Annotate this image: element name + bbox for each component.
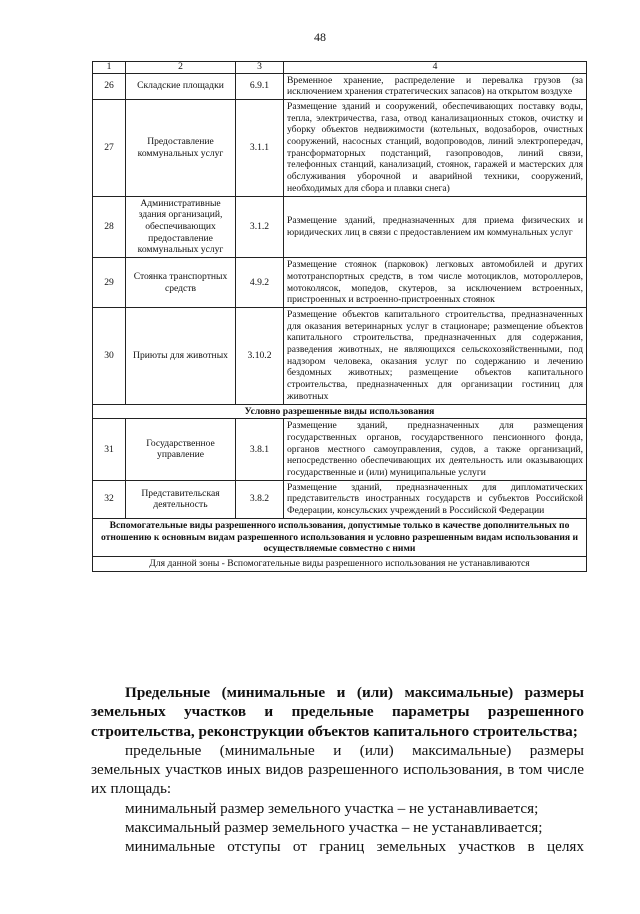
use-type-name: Складские площадки (126, 73, 236, 99)
use-type-code: 3.8.1 (236, 419, 284, 481)
row-number: 31 (93, 419, 126, 481)
section-row (93, 404, 587, 419)
auxiliary-uses-heading: Вспомогательные виды разрешенного использования, допустимые только в качестве дополнительных по отношению к основным видам разрешенного использования и условно разрешенным видам использования и осуществляемые совместно с ними (93, 518, 587, 556)
use-type-name: Государственное управление (126, 419, 236, 481)
column-header: 3 (236, 62, 284, 74)
paragraph: максимальный размер земельного участка – не устанавливается; (125, 819, 543, 837)
row-number: 28 (93, 196, 126, 258)
auxiliary-uses-note: Для данной зоны - Вспомогательные виды разрешенного использования не устанавливаются (93, 556, 587, 571)
row-number: 26 (93, 73, 126, 99)
table-row (93, 480, 587, 518)
use-type-name: Стоянка транспортных средств (126, 258, 236, 308)
table-row (93, 196, 587, 258)
use-type-name: Представительская деятельность (126, 480, 236, 518)
row-number: 32 (93, 480, 126, 518)
use-type-name: Предоставление коммунальных услуг (126, 99, 236, 196)
column-header: 2 (126, 62, 236, 74)
use-type-description: Размещение стоянок (парковок) легковых автомобилей и других мототранспортных средств, в том числе мотоциклов, мотороллеров, мотоколясок, мопедов, скутеров, за исключением встроенных, пристроенных и встроенно-пристроенных стоянок (284, 258, 587, 308)
use-type-name: Приюты для животных (126, 307, 236, 404)
row-number: 29 (93, 258, 126, 308)
use-type-name: Административные здания организаций, обеспечивающих предоставление коммунальных услуг (126, 196, 236, 258)
page-number: 48 (314, 30, 326, 44)
table-row (93, 307, 587, 404)
permitted-use-table (92, 61, 587, 572)
table-row (93, 99, 587, 196)
table-header-row (93, 62, 587, 74)
use-type-code: 3.1.1 (236, 99, 284, 196)
row-number: 27 (93, 99, 126, 196)
row-number: 30 (93, 307, 126, 404)
conditional-uses-heading: Условно разрешенные виды использования (93, 404, 587, 419)
use-type-code: 3.1.2 (236, 196, 284, 258)
section-row (93, 518, 587, 556)
paragraph: предельные (минимальные и (или) максимальные) размеры земельных участков иных видов разрешенного использования, в том числе их площадь: (91, 741, 584, 798)
use-type-code: 3.10.2 (236, 307, 284, 404)
table-row (93, 419, 587, 481)
use-type-code: 4.9.2 (236, 258, 284, 308)
paragraph: минимальные отступы от границ земельных участков в целях (125, 838, 584, 856)
use-type-description: Временное хранение, распределение и перевалка грузов (за исключением хранения стратегических запасов) на открытом воздухе (284, 73, 587, 99)
body-text (91, 683, 584, 857)
table-row (93, 73, 587, 99)
section-heading: Предельные (минимальные и (или) максимальные) размеры земельных участков и предельные параметры разрешенного строительства, реконструкции объектов капитального строительства; (91, 684, 584, 740)
use-type-code: 6.9.1 (236, 73, 284, 99)
use-type-description: Размещение зданий, предназначенных для размещения государственных органов, государственного пенсионного фонда, органов местного самоуправления, судов, а также организаций, непосредственно обеспечивающих их деятельность или оказывающих государственные и (или) муниципальные услуги (284, 419, 587, 481)
section-row (93, 556, 587, 571)
use-type-description: Размещение зданий, предназначенных для дипломатических представительств иностранных государств и субъектов Российской Федерации, консульских учреждений в Российской Федерации (284, 480, 587, 518)
column-header: 1 (93, 62, 126, 74)
column-header: 4 (284, 62, 587, 74)
table-row (93, 258, 587, 308)
use-type-description: Размещение объектов капитального строительства, предназначенных для оказания ветеринарных услуг в стационаре; размещение объектов капитального строительства, предназначенных для содержания, разведения животных, не являющихся сельскохозяйственными, под надзором человека, оказания услуг по содержанию и лечению бездомных животных; размещение объектов капитального строительства, предназначенных для организации гостиниц для животных (284, 307, 587, 404)
use-type-description: Размещение зданий, предназначенных для приема физических и юридических лиц в связи с предоставлением им коммунальных услуг (284, 196, 587, 258)
use-type-code: 3.8.2 (236, 480, 284, 518)
use-type-description: Размещение зданий и сооружений, обеспечивающих поставку воды, тепла, электричества, газа, отвод канализационных стоков, очистку и уборку объектов недвижимости (котельных, водозаборов, очистных сооружений, насосных станций, водопроводов, линий электропередач, трансформаторных подстанций, газопроводов, линий связи, телефонных станций, канализаций, стоянок, гаражей и мастерских для обслуживания уборочной и аварийной техники, сооружений, необходимых для сбора и плавки снега) (284, 99, 587, 196)
paragraph: минимальный размер земельного участка – не устанавливается; (125, 799, 539, 817)
